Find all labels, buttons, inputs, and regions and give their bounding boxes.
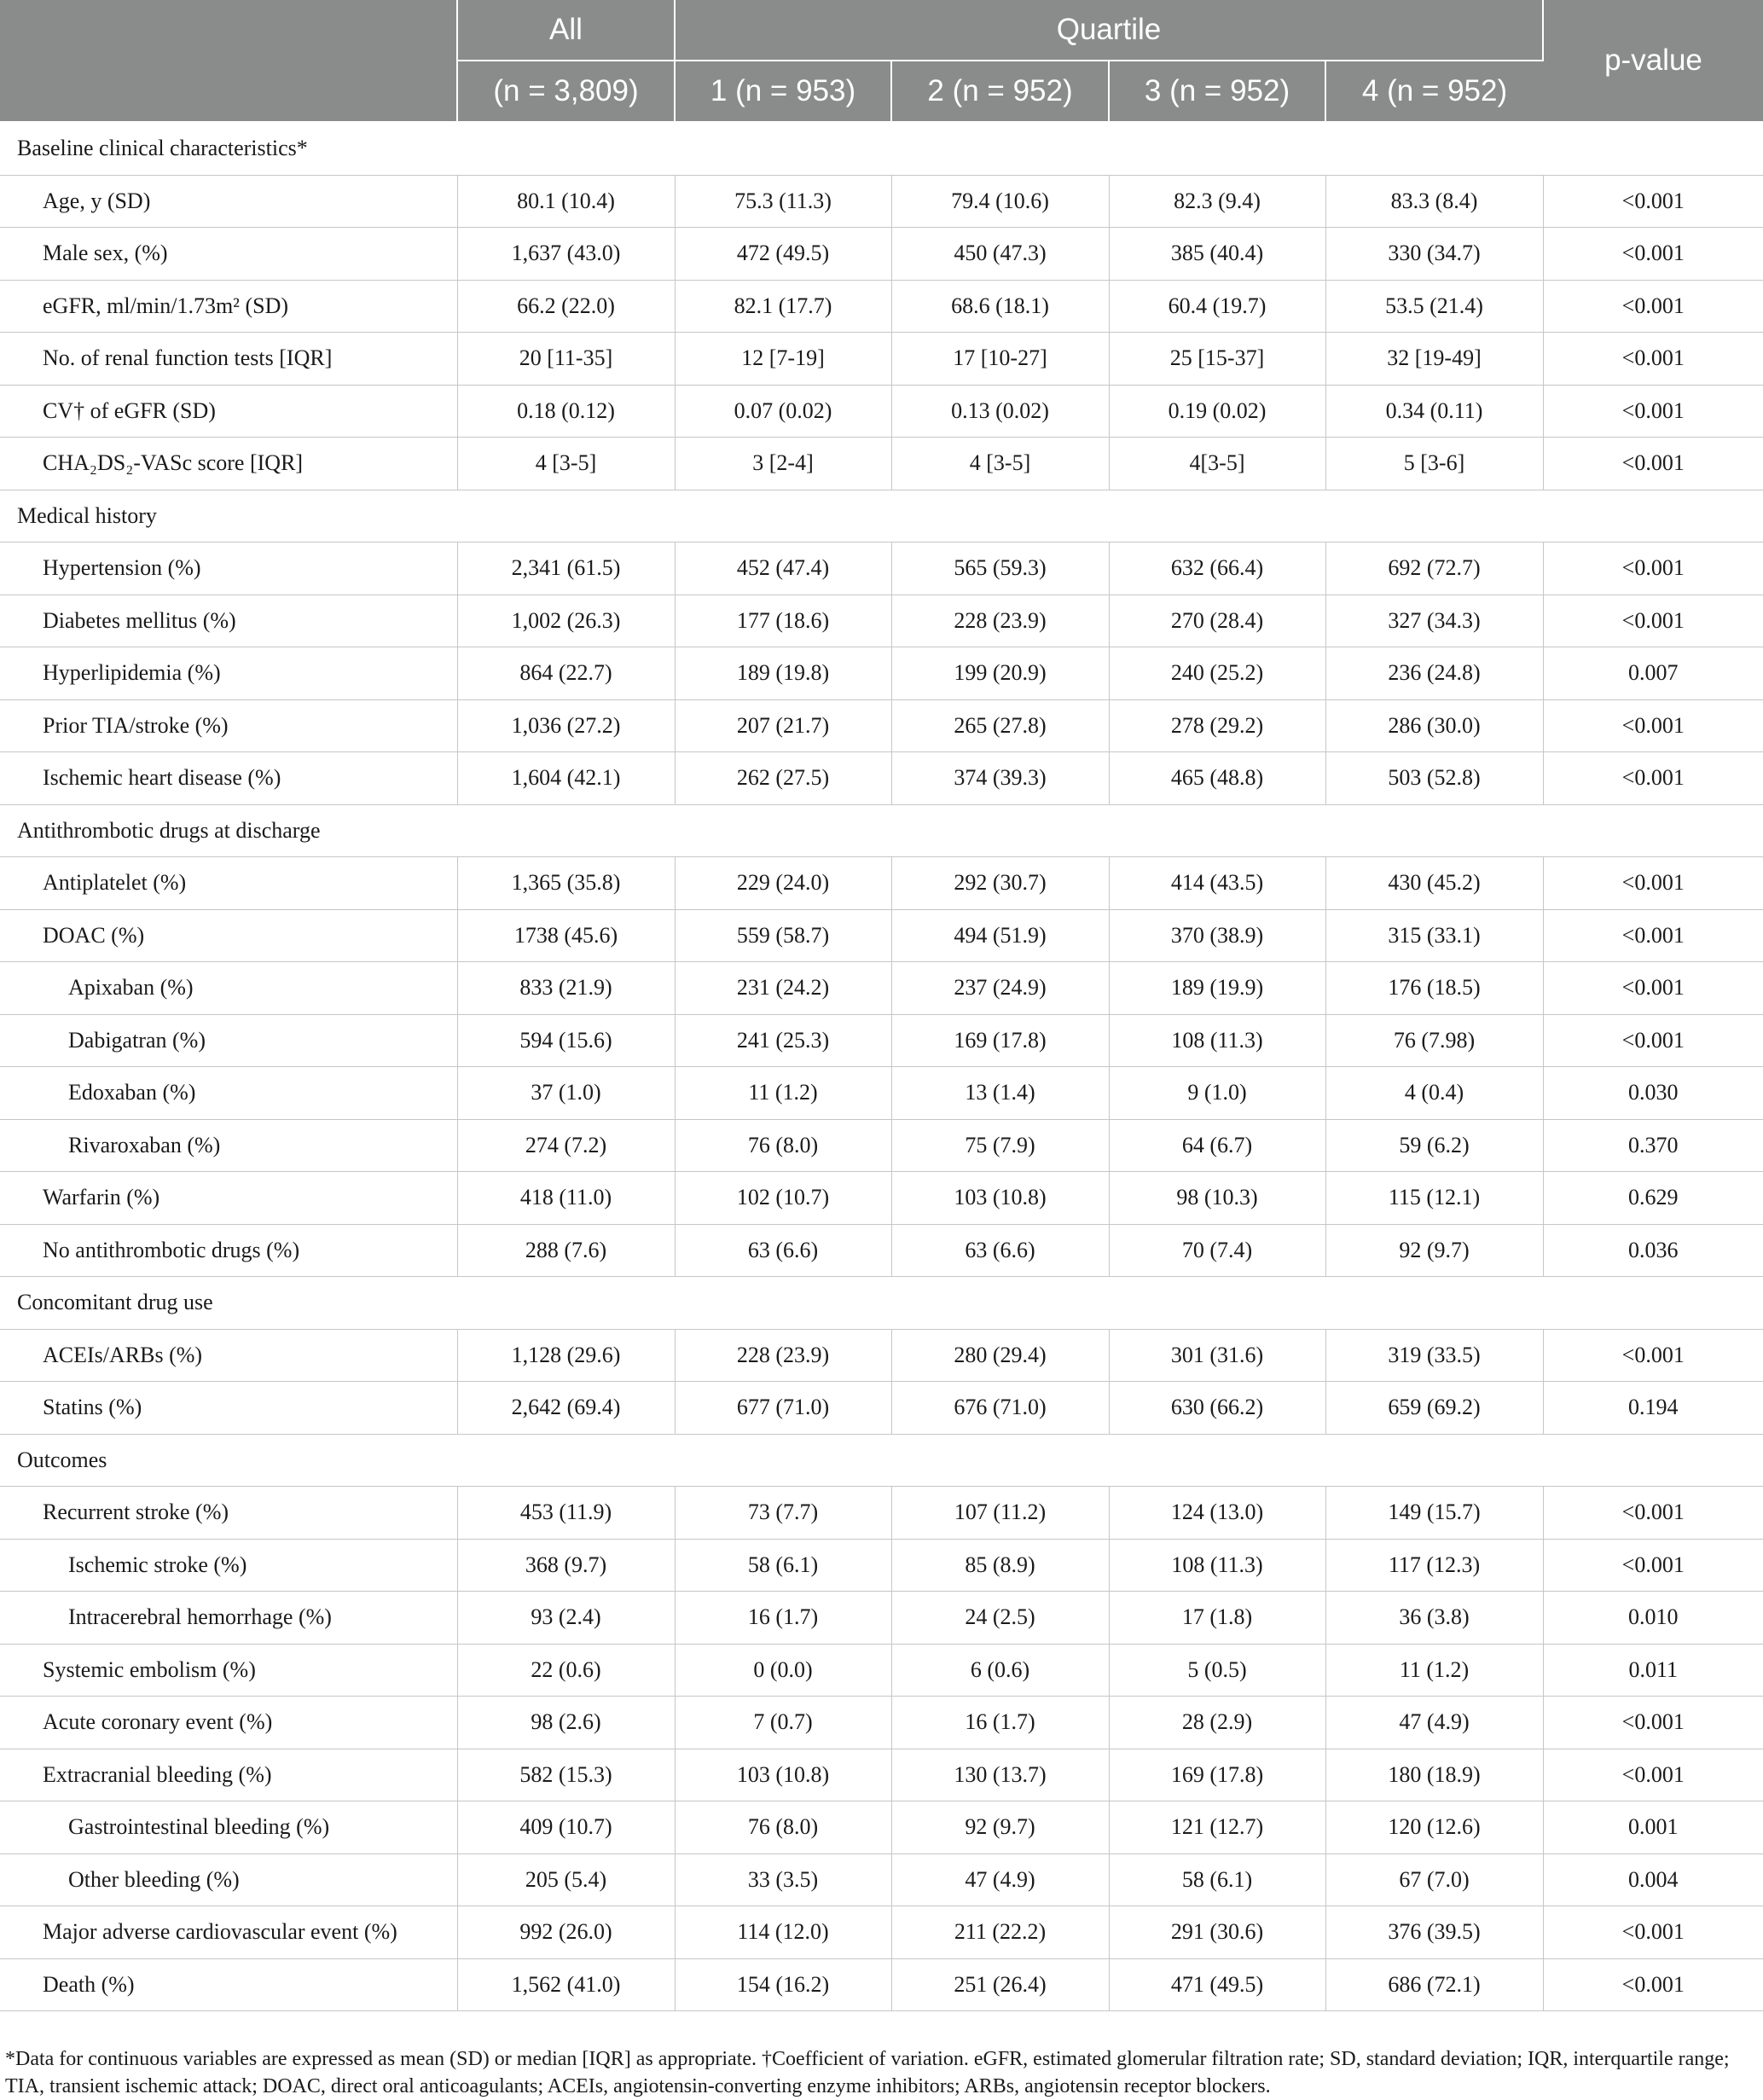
cell-q4: 36 (3.8) <box>1325 1592 1543 1645</box>
cell-q4: 5 [3-6] <box>1325 438 1543 490</box>
table-row <box>0 385 1763 438</box>
cell-p: <0.001 <box>1543 1014 1763 1067</box>
cell-q1: 102 (10.7) <box>675 1172 891 1225</box>
cell-q1: 452 (47.4) <box>675 542 891 595</box>
cell-q2: 13 (1.4) <box>891 1067 1109 1120</box>
cell-q4: 53.5 (21.4) <box>1325 280 1543 333</box>
cell-all: 93 (2.4) <box>457 1592 675 1645</box>
header-all-n: (n = 3,809) <box>457 61 675 122</box>
cell-p: 0.001 <box>1543 1801 1763 1854</box>
cell-q2: 16 (1.7) <box>891 1697 1109 1749</box>
table-row <box>0 699 1763 752</box>
row-label: Hyperlipidemia (%) <box>0 647 457 700</box>
cell-q3: 471 (49.5) <box>1109 1958 1325 2011</box>
cell-q1: 231 (24.2) <box>675 962 891 1015</box>
table-row <box>0 909 1763 962</box>
row-label: CHA₂DS₂-VASc score [IQR] <box>0 438 457 490</box>
header-q1: 1 (n = 953) <box>675 61 891 122</box>
cell-q2: 280 (29.4) <box>891 1329 1109 1382</box>
table-row <box>0 1539 1763 1592</box>
cell-q4: 319 (33.5) <box>1325 1329 1543 1382</box>
header-q2: 2 (n = 952) <box>891 61 1109 122</box>
cell-q4: 120 (12.6) <box>1325 1801 1543 1854</box>
cell-q1: 73 (7.7) <box>675 1487 891 1540</box>
table-row <box>0 175 1763 228</box>
row-label: Major adverse cardiovascular event (%) <box>0 1906 457 1959</box>
cell-all: 4 [3-5] <box>457 438 675 490</box>
cell-q4: 67 (7.0) <box>1325 1853 1543 1906</box>
table-row <box>0 438 1763 490</box>
cell-p: <0.001 <box>1543 699 1763 752</box>
row-label: CV† of eGFR (SD) <box>0 385 457 438</box>
cell-q4: 376 (39.5) <box>1325 1906 1543 1959</box>
cell-q2: 79.4 (10.6) <box>891 175 1109 228</box>
cell-q1: 677 (71.0) <box>675 1382 891 1435</box>
table-row <box>0 1014 1763 1067</box>
cell-all: 1,604 (42.1) <box>457 752 675 805</box>
cell-p: <0.001 <box>1543 1749 1763 1801</box>
table-row <box>0 857 1763 910</box>
cell-p: 0.036 <box>1543 1224 1763 1277</box>
row-label: Statins (%) <box>0 1382 457 1435</box>
cell-p: <0.001 <box>1543 595 1763 647</box>
table-header <box>0 0 1763 122</box>
row-label: No. of renal function tests [IQR] <box>0 333 457 386</box>
cell-q2: 292 (30.7) <box>891 857 1109 910</box>
cell-q2: 92 (9.7) <box>891 1801 1109 1854</box>
cell-all: 20 [11-35] <box>457 333 675 386</box>
cell-q3: 240 (25.2) <box>1109 647 1325 700</box>
cell-q4: 330 (34.7) <box>1325 228 1543 281</box>
cell-p: <0.001 <box>1543 1697 1763 1749</box>
cell-q4: 92 (9.7) <box>1325 1224 1543 1277</box>
cell-q2: 199 (20.9) <box>891 647 1109 700</box>
cell-q2: 17 [10-27] <box>891 333 1109 386</box>
cell-q3: 70 (7.4) <box>1109 1224 1325 1277</box>
table-row <box>0 1172 1763 1225</box>
table-row <box>0 647 1763 700</box>
cell-q3: 124 (13.0) <box>1109 1487 1325 1540</box>
cell-q4: 117 (12.3) <box>1325 1539 1543 1592</box>
cell-q2: 6 (0.6) <box>891 1644 1109 1697</box>
cell-q2: 565 (59.3) <box>891 542 1109 595</box>
cell-q1: 262 (27.5) <box>675 752 891 805</box>
cell-p: 0.010 <box>1543 1592 1763 1645</box>
section-label: Baseline clinical characteristics* <box>0 122 1763 175</box>
header-blank <box>0 0 457 122</box>
cell-q4: 32 [19-49] <box>1325 333 1543 386</box>
cell-all: 1,036 (27.2) <box>457 699 675 752</box>
cell-q3: 370 (38.9) <box>1109 909 1325 962</box>
cell-p: 0.194 <box>1543 1382 1763 1435</box>
cell-all: 992 (26.0) <box>457 1906 675 1959</box>
cell-q1: 75.3 (11.3) <box>675 175 891 228</box>
cell-q1: 114 (12.0) <box>675 1906 891 1959</box>
cell-all: 1,002 (26.3) <box>457 595 675 647</box>
row-label: Dabigatran (%) <box>0 1014 457 1067</box>
section-row <box>0 122 1763 175</box>
cell-q1: 559 (58.7) <box>675 909 891 962</box>
section-row <box>0 1277 1763 1330</box>
table-row <box>0 542 1763 595</box>
header-all: All <box>457 0 675 61</box>
cell-q2: 676 (71.0) <box>891 1382 1109 1435</box>
cell-q2: 24 (2.5) <box>891 1592 1109 1645</box>
section-row <box>0 490 1763 542</box>
row-label: Apixaban (%) <box>0 962 457 1015</box>
cell-q2: 0.13 (0.02) <box>891 385 1109 438</box>
cell-q4: 0.34 (0.11) <box>1325 385 1543 438</box>
cell-q3: 121 (12.7) <box>1109 1801 1325 1854</box>
table-row <box>0 1801 1763 1854</box>
table-row <box>0 280 1763 333</box>
cell-q1: 0.07 (0.02) <box>675 385 891 438</box>
cell-p: <0.001 <box>1543 1958 1763 2011</box>
cell-q2: 450 (47.3) <box>891 228 1109 281</box>
cell-all: 1,637 (43.0) <box>457 228 675 281</box>
cell-p: 0.007 <box>1543 647 1763 700</box>
cell-all: 453 (11.9) <box>457 1487 675 1540</box>
cell-q3: 98 (10.3) <box>1109 1172 1325 1225</box>
row-label: Age, y (SD) <box>0 175 457 228</box>
row-label: DOAC (%) <box>0 909 457 962</box>
cell-all: 80.1 (10.4) <box>457 175 675 228</box>
cell-all: 1738 (45.6) <box>457 909 675 962</box>
cell-q1: 76 (8.0) <box>675 1119 891 1172</box>
row-label: Systemic embolism (%) <box>0 1644 457 1697</box>
table-row <box>0 1224 1763 1277</box>
row-label: Acute coronary event (%) <box>0 1697 457 1749</box>
row-label: Ischemic heart disease (%) <box>0 752 457 805</box>
cell-q4: 327 (34.3) <box>1325 595 1543 647</box>
cell-q2: 85 (8.9) <box>891 1539 1109 1592</box>
cell-q4: 692 (72.7) <box>1325 542 1543 595</box>
row-label: Gastrointestinal bleeding (%) <box>0 1801 457 1854</box>
cell-p: <0.001 <box>1543 385 1763 438</box>
row-label: Hypertension (%) <box>0 542 457 595</box>
cell-all: 274 (7.2) <box>457 1119 675 1172</box>
row-label: Male sex, (%) <box>0 228 457 281</box>
cell-p: <0.001 <box>1543 962 1763 1015</box>
cell-all: 66.2 (22.0) <box>457 280 675 333</box>
cell-q3: 632 (66.4) <box>1109 542 1325 595</box>
table-row <box>0 1906 1763 1959</box>
header-q4: 4 (n = 952) <box>1325 61 1543 122</box>
table-row <box>0 1382 1763 1435</box>
cell-q2: 47 (4.9) <box>891 1853 1109 1906</box>
cell-q2: 228 (23.9) <box>891 595 1109 647</box>
cell-q2: 4 [3-5] <box>891 438 1109 490</box>
cell-q1: 229 (24.0) <box>675 857 891 910</box>
cell-q2: 68.6 (18.1) <box>891 280 1109 333</box>
cell-q2: 237 (24.9) <box>891 962 1109 1015</box>
cell-q1: 207 (21.7) <box>675 699 891 752</box>
cell-p: <0.001 <box>1543 542 1763 595</box>
cell-q4: 4 (0.4) <box>1325 1067 1543 1120</box>
cell-q1: 16 (1.7) <box>675 1592 891 1645</box>
header-pvalue: p-value <box>1543 0 1763 122</box>
row-label: ACEIs/ARBs (%) <box>0 1329 457 1382</box>
cell-q2: 63 (6.6) <box>891 1224 1109 1277</box>
section-label: Antithrombotic drugs at discharge <box>0 804 1763 857</box>
cell-q3: 9 (1.0) <box>1109 1067 1325 1120</box>
cell-q2: 251 (26.4) <box>891 1958 1109 2011</box>
cell-q4: 503 (52.8) <box>1325 752 1543 805</box>
cell-p: <0.001 <box>1543 1539 1763 1592</box>
cell-q4: 149 (15.7) <box>1325 1487 1543 1540</box>
table-row <box>0 1592 1763 1645</box>
cell-q2: 374 (39.3) <box>891 752 1109 805</box>
cell-q1: 241 (25.3) <box>675 1014 891 1067</box>
cell-q1: 33 (3.5) <box>675 1853 891 1906</box>
section-label: Outcomes <box>0 1434 1763 1487</box>
row-label: Other bleeding (%) <box>0 1853 457 1906</box>
cell-q3: 465 (48.8) <box>1109 752 1325 805</box>
cell-p: <0.001 <box>1543 752 1763 805</box>
table-row <box>0 1487 1763 1540</box>
cell-q1: 189 (19.8) <box>675 647 891 700</box>
cell-q4: 659 (69.2) <box>1325 1382 1543 1435</box>
table-footnote: *Data for continuous variables are expressed as mean (SD) or median [IQR] as appropriate. †Coefficient of variation. eGFR, estimated glomerular filtration rate; SD, standard deviation; IQR, interquartile range; TIA, transient ischemic attack; DOAC, direct oral anticoagulants; ACEIs, angiotensin-converting enzyme inhibitors; ARBs, angiotensin receptor blockers. <box>5 2048 1730 2097</box>
cell-all: 2,642 (69.4) <box>457 1382 675 1435</box>
row-label: Prior TIA/stroke (%) <box>0 699 457 752</box>
cell-q4: 83.3 (8.4) <box>1325 175 1543 228</box>
cell-q3: 108 (11.3) <box>1109 1014 1325 1067</box>
table-row <box>0 1644 1763 1697</box>
cell-q4: 76 (7.98) <box>1325 1014 1543 1067</box>
row-label: Death (%) <box>0 1958 457 2011</box>
row-label: Ischemic stroke (%) <box>0 1539 457 1592</box>
cell-p: <0.001 <box>1543 333 1763 386</box>
row-label: Rivaroxaban (%) <box>0 1119 457 1172</box>
table-row <box>0 228 1763 281</box>
cell-all: 368 (9.7) <box>457 1539 675 1592</box>
cell-all: 205 (5.4) <box>457 1853 675 1906</box>
cell-q4: 315 (33.1) <box>1325 909 1543 962</box>
table-row <box>0 1749 1763 1801</box>
cell-all: 833 (21.9) <box>457 962 675 1015</box>
cell-q3: 189 (19.9) <box>1109 962 1325 1015</box>
cell-all: 22 (0.6) <box>457 1644 675 1697</box>
cell-q1: 177 (18.6) <box>675 595 891 647</box>
cell-q1: 76 (8.0) <box>675 1801 891 1854</box>
cell-p: <0.001 <box>1543 1329 1763 1382</box>
table-row <box>0 333 1763 386</box>
table-row <box>0 962 1763 1015</box>
cell-q4: 176 (18.5) <box>1325 962 1543 1015</box>
cell-q1: 82.1 (17.7) <box>675 280 891 333</box>
cell-q2: 130 (13.7) <box>891 1749 1109 1801</box>
table-row <box>0 1958 1763 2011</box>
row-label: Diabetes mellitus (%) <box>0 595 457 647</box>
cell-q2: 494 (51.9) <box>891 909 1109 962</box>
table-row <box>0 752 1763 805</box>
table-row <box>0 1697 1763 1749</box>
cell-p: <0.001 <box>1543 175 1763 228</box>
row-label: Warfarin (%) <box>0 1172 457 1225</box>
table-row <box>0 1853 1763 1906</box>
cell-p: 0.030 <box>1543 1067 1763 1120</box>
cell-q2: 169 (17.8) <box>891 1014 1109 1067</box>
section-row <box>0 1434 1763 1487</box>
row-label: Antiplatelet (%) <box>0 857 457 910</box>
table-row <box>0 595 1763 647</box>
cell-q1: 154 (16.2) <box>675 1958 891 2011</box>
cell-q3: 291 (30.6) <box>1109 1906 1325 1959</box>
cell-all: 2,341 (61.5) <box>457 542 675 595</box>
cell-all: 98 (2.6) <box>457 1697 675 1749</box>
cell-q3: 5 (0.5) <box>1109 1644 1325 1697</box>
cell-p: 0.370 <box>1543 1119 1763 1172</box>
cell-q3: 270 (28.4) <box>1109 595 1325 647</box>
cell-p: 0.629 <box>1543 1172 1763 1225</box>
cell-p: <0.001 <box>1543 438 1763 490</box>
table-row <box>0 1067 1763 1120</box>
row-label: Recurrent stroke (%) <box>0 1487 457 1540</box>
table-row <box>0 1329 1763 1382</box>
cell-q3: 58 (6.1) <box>1109 1853 1325 1906</box>
cell-q4: 115 (12.1) <box>1325 1172 1543 1225</box>
cell-q2: 211 (22.2) <box>891 1906 1109 1959</box>
cell-q1: 228 (23.9) <box>675 1329 891 1382</box>
cell-all: 418 (11.0) <box>457 1172 675 1225</box>
cell-q3: 28 (2.9) <box>1109 1697 1325 1749</box>
table-row <box>0 1119 1763 1172</box>
cell-q4: 286 (30.0) <box>1325 699 1543 752</box>
header-q3: 3 (n = 952) <box>1109 61 1325 122</box>
section-label: Medical history <box>0 490 1763 542</box>
cell-all: 1,562 (41.0) <box>457 1958 675 2011</box>
cell-q1: 103 (10.8) <box>675 1749 891 1801</box>
cell-q4: 430 (45.2) <box>1325 857 1543 910</box>
cell-q3: 0.19 (0.02) <box>1109 385 1325 438</box>
cell-all: 288 (7.6) <box>457 1224 675 1277</box>
cell-q4: 47 (4.9) <box>1325 1697 1543 1749</box>
row-label: Edoxaban (%) <box>0 1067 457 1120</box>
cell-p: <0.001 <box>1543 1906 1763 1959</box>
table-body <box>0 122 1763 2011</box>
cell-q3: 630 (66.2) <box>1109 1382 1325 1435</box>
cell-q3: 17 (1.8) <box>1109 1592 1325 1645</box>
cell-p: 0.011 <box>1543 1644 1763 1697</box>
cell-p: <0.001 <box>1543 1487 1763 1540</box>
cell-q1: 7 (0.7) <box>675 1697 891 1749</box>
row-label: eGFR, ml/min/1.73m² (SD) <box>0 280 457 333</box>
cell-q3: 278 (29.2) <box>1109 699 1325 752</box>
cell-q4: 59 (6.2) <box>1325 1119 1543 1172</box>
section-row <box>0 804 1763 857</box>
header-quartile: Quartile <box>675 0 1543 61</box>
cell-p: <0.001 <box>1543 909 1763 962</box>
cell-q4: 11 (1.2) <box>1325 1644 1543 1697</box>
cell-q4: 236 (24.8) <box>1325 647 1543 700</box>
row-label: No antithrombotic drugs (%) <box>0 1224 457 1277</box>
cell-q3: 25 [15-37] <box>1109 333 1325 386</box>
cell-q3: 301 (31.6) <box>1109 1329 1325 1382</box>
row-label: Extracranial bleeding (%) <box>0 1749 457 1801</box>
cell-all: 1,128 (29.6) <box>457 1329 675 1382</box>
cell-q3: 60.4 (19.7) <box>1109 280 1325 333</box>
row-label: Intracerebral hemorrhage (%) <box>0 1592 457 1645</box>
cell-q3: 4[3-5] <box>1109 438 1325 490</box>
cell-q2: 107 (11.2) <box>891 1487 1109 1540</box>
cell-all: 409 (10.7) <box>457 1801 675 1854</box>
cell-q1: 472 (49.5) <box>675 228 891 281</box>
cell-all: 0.18 (0.12) <box>457 385 675 438</box>
cell-q1: 58 (6.1) <box>675 1539 891 1592</box>
cell-q3: 385 (40.4) <box>1109 228 1325 281</box>
cell-q3: 82.3 (9.4) <box>1109 175 1325 228</box>
cell-q3: 414 (43.5) <box>1109 857 1325 910</box>
cell-q4: 180 (18.9) <box>1325 1749 1543 1801</box>
cell-all: 594 (15.6) <box>457 1014 675 1067</box>
cell-q3: 64 (6.7) <box>1109 1119 1325 1172</box>
cell-q1: 3 [2-4] <box>675 438 891 490</box>
cell-q3: 108 (11.3) <box>1109 1539 1325 1592</box>
cell-all: 37 (1.0) <box>457 1067 675 1120</box>
cell-p: <0.001 <box>1543 228 1763 281</box>
cell-p: <0.001 <box>1543 857 1763 910</box>
cell-q1: 63 (6.6) <box>675 1224 891 1277</box>
cell-q2: 103 (10.8) <box>891 1172 1109 1225</box>
cell-all: 864 (22.7) <box>457 647 675 700</box>
section-label: Concomitant drug use <box>0 1277 1763 1330</box>
cell-p: 0.004 <box>1543 1853 1763 1906</box>
cell-q2: 75 (7.9) <box>891 1119 1109 1172</box>
cell-q4: 686 (72.1) <box>1325 1958 1543 2011</box>
cell-all: 1,365 (35.8) <box>457 857 675 910</box>
cell-q1: 0 (0.0) <box>675 1644 891 1697</box>
cell-all: 582 (15.3) <box>457 1749 675 1801</box>
cell-q1: 12 [7-19] <box>675 333 891 386</box>
cell-q1: 11 (1.2) <box>675 1067 891 1120</box>
cell-q2: 265 (27.8) <box>891 699 1109 752</box>
cell-q3: 169 (17.8) <box>1109 1749 1325 1801</box>
cell-p: <0.001 <box>1543 280 1763 333</box>
